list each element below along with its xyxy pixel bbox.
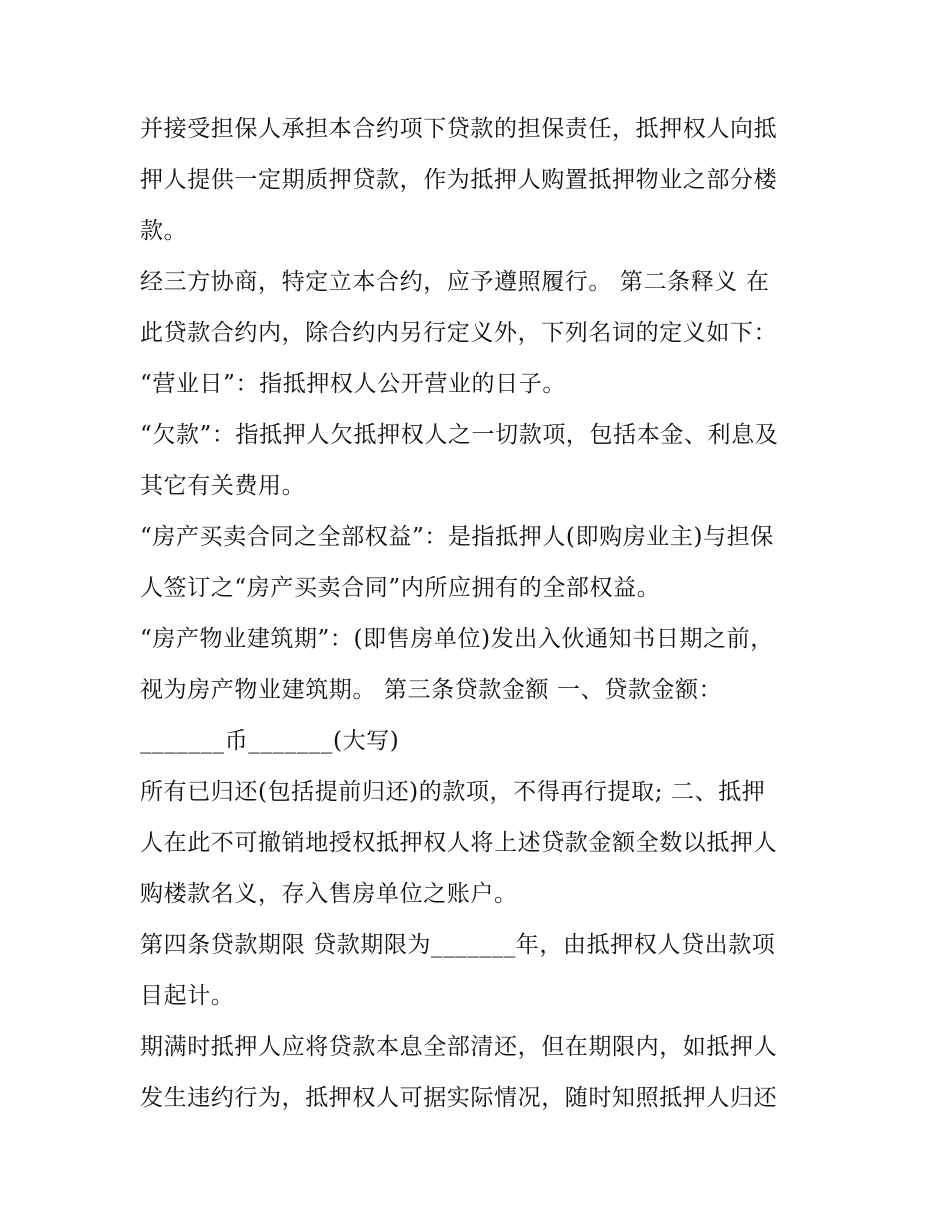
text-line-10: 人签订之“房产买卖合同”内所应拥有的全部权益。 bbox=[140, 575, 661, 601]
text-line-17: 第四条贷款期限 贷款期限为_______年，由抵押权人贷出款项 bbox=[140, 932, 776, 958]
text-line-2: 押人提供一定期质押贷款，作为抵押人购置抵押物业之部分楼 bbox=[140, 167, 778, 193]
text-line-11: “房产物业建筑期”：(即售房单位)发出入伙通知书日期之前， bbox=[140, 626, 774, 652]
text-line-4: 经三方协商，特定立本合约，应予遵照履行。 第二条释义 在 bbox=[140, 269, 770, 295]
text-line-13: _______币_______(大写) bbox=[140, 728, 400, 754]
text-line-9: “房产买卖合同之全部权益”：是指抵押人(即购房业主)与担保 bbox=[140, 524, 774, 550]
text-line-6: “营业日”：指抵押权人公开营业的日子。 bbox=[140, 371, 566, 397]
text-line-19: 期满时抵押人应将贷款本息全部清还，但在期限内，如抵押人 bbox=[140, 1034, 778, 1060]
text-line-1: 并接受担保人承担本合约项下贷款的担保责任，抵押权人向抵 bbox=[140, 116, 778, 142]
text-line-8: 其它有关费用。 bbox=[140, 473, 306, 499]
text-line-5: 此贷款合约内，除合约内另行定义外，下列名词的定义如下： bbox=[140, 320, 778, 346]
text-line-15: 人在此不可撤销地授权抵押权人将上述贷款金额全数以抵押人 bbox=[140, 830, 778, 856]
text-line-3: 款。 bbox=[140, 218, 188, 244]
text-line-7: “欠款”：指抵押人欠抵押权人之一切款项，包括本金、利息及 bbox=[140, 422, 779, 448]
document-body bbox=[140, 104, 820, 1124]
text-line-14: 所有已归还(包括提前归还)的款项，不得再行提取; 二、抵押 bbox=[140, 779, 766, 805]
text-line-20: 发生违约行为，抵押权人可据实际情况，随时知照抵押人归还 bbox=[140, 1085, 778, 1111]
text-line-16: 购楼款名义，存入售房单位之账户。 bbox=[140, 881, 518, 907]
text-line-12: 视为房产物业建筑期。 第三条贷款金额 一、贷款金额： bbox=[140, 677, 723, 703]
text-line-18: 目起计。 bbox=[140, 983, 235, 1009]
